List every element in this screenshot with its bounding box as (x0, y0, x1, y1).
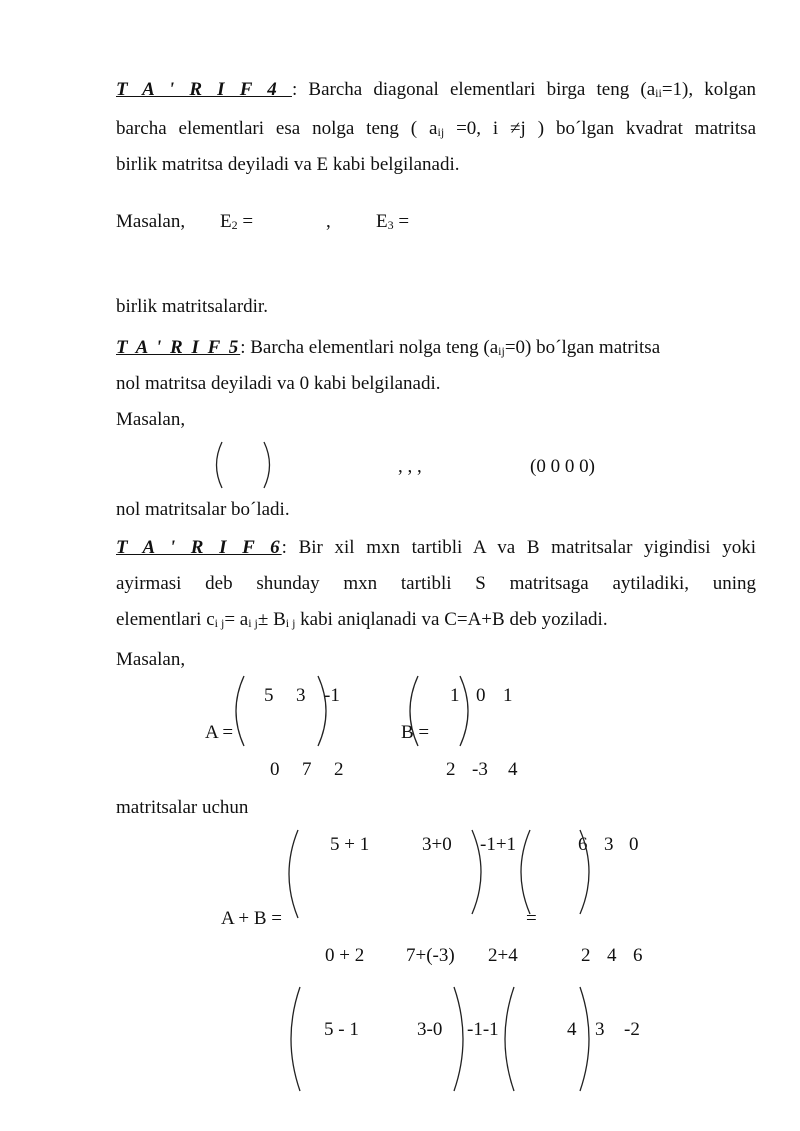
diff-result-left-bracket (494, 985, 516, 1093)
zero-matrix-left-bracket (208, 440, 224, 490)
sum-res-r1c3: 0 (629, 834, 639, 855)
def6-line3-end: kabi aniqlanadi va C=A+B deb yoziladi. (295, 609, 608, 630)
def4-line3: birlik matritsa deyiladi va E kabi belgilanadi. (116, 154, 460, 175)
sum-result-right-bracket (578, 828, 600, 916)
def5-line1-end: =0) bo´lgan matritsa (504, 337, 661, 358)
matrix-a-r1c1: 5 (264, 685, 274, 706)
zero-matrix-right-bracket (262, 440, 278, 490)
e3-equals: = (393, 211, 410, 232)
def6-line2: ayirmasi deb shunday mxn tartibli S matritsaga aytiladiki, uning (116, 573, 756, 594)
def6-masalan: Masalan, (116, 649, 186, 670)
e3-subscript: 3 (387, 218, 394, 232)
def5-line1-text: : Barcha elementlari nolga teng (a (240, 337, 499, 358)
e3-label (376, 212, 409, 231)
matrix-a-r2c3: 2 (334, 759, 344, 780)
sum-r1c1: 5 + 1 (330, 834, 370, 855)
def4-line2-end: =0, i ≠j ) bo´lgan kvadrat matritsa (444, 118, 757, 139)
matrix-a-r2c2: 7 (302, 759, 312, 780)
def6-sub-c: i j (214, 616, 225, 630)
def4-line2 (116, 119, 756, 138)
e2-equals: = (237, 211, 254, 232)
e3-letter: E (376, 211, 388, 232)
def6-line3 (116, 610, 608, 629)
sum-res-r1c1: 6 (578, 834, 588, 855)
matrix-a-r1c2: 3 (296, 685, 306, 706)
sum-res-r2c3: 6 (633, 945, 643, 966)
sum-res-r2c2: 4 (607, 945, 617, 966)
def5-term: T A ' R I F 5 (116, 337, 241, 358)
matrix-b-r2c1: 2 (446, 759, 456, 780)
def6-line1-text: : Bir xil mxn tartibli A va B matritsalar yigindisi yoki (281, 537, 757, 558)
def6-line3-pm: ± B (257, 609, 286, 630)
def6-sub-a: i j (248, 616, 258, 630)
matrix-b-r2c2: -3 (472, 759, 488, 780)
diff-left-bracket (280, 985, 302, 1093)
diff-r1c3: -1-1 (467, 1019, 499, 1040)
def4-line2-text: barcha elementlari esa nolga teng ( a (116, 118, 438, 139)
def6-line1 (116, 538, 756, 557)
sum-r1c3: -1+1 (480, 834, 517, 855)
e2-subscript: 2 (231, 218, 238, 232)
matrix-b-right-bracket (458, 674, 478, 748)
diff-r1c2: 3-0 (417, 1019, 443, 1040)
sum-right-bracket (470, 828, 492, 916)
def4-line1-end: =1), kolgan (661, 79, 757, 100)
example1-comma: , (326, 211, 331, 232)
zero-row-vector: (0 0 0 0) (530, 456, 595, 477)
def5-commas: , , , (398, 456, 422, 477)
matrix-b-r1c3: 1 (503, 685, 513, 706)
def4-term: T A ' R I F 4 (116, 79, 292, 100)
def4-line2-subscript: ij (437, 125, 445, 139)
diff-res-r1c1: 4 (567, 1019, 577, 1040)
sum-result-left-bracket (510, 828, 532, 916)
matrix-b-r1c1: 1 (450, 685, 460, 706)
matrix-a-right-bracket (316, 674, 336, 748)
matritsalar-uchun: matritsalar uchun (116, 797, 249, 818)
matrix-a-r2c1: 0 (270, 759, 280, 780)
matrix-a-left-bracket (226, 674, 246, 748)
diff-r1c1: 5 - 1 (324, 1019, 359, 1040)
matrix-b-label: B = (401, 722, 430, 743)
def6-term: T A ' R I F 6 (116, 537, 282, 558)
def5-masalan: Masalan, (116, 409, 186, 430)
def5-subscript: ij (498, 344, 505, 358)
def6-line3-text: elementlari c (116, 609, 215, 630)
def4-line1 (116, 80, 756, 99)
sum-r2c1: 0 + 2 (325, 945, 365, 966)
example1-after: birlik matritsalardir. (116, 296, 268, 317)
def6-sub-b: i j (285, 616, 296, 630)
sum-res-r1c2: 3 (604, 834, 614, 855)
matrix-b-r1c2: 0 (476, 685, 486, 706)
def5-after: nol matritsalar bo´ladi. (116, 499, 290, 520)
sum-r2c3: 2+4 (488, 945, 518, 966)
sum-left-bracket (278, 828, 300, 920)
example1-masalan: Masalan, (116, 211, 186, 232)
def4-line1-text: : Barcha diagonal elementlari birga teng (a (291, 79, 656, 100)
matrix-a-label: A = (205, 722, 234, 743)
diff-right-bracket (452, 985, 474, 1093)
matrix-b-r2c3: 4 (508, 759, 518, 780)
def4-subscript: ii (655, 86, 662, 100)
diff-res-r1c2: 3 (595, 1019, 605, 1040)
sum-label: A + B = (221, 908, 283, 929)
matrix-a-r1c3: -1 (324, 685, 340, 706)
sum-r1c2: 3+0 (422, 834, 452, 855)
def5-line1 (116, 338, 756, 357)
diff-res-r1c3: -2 (624, 1019, 640, 1040)
sum-equals: = (526, 908, 537, 929)
sum-res-r2c1: 2 (581, 945, 591, 966)
e2-label (220, 212, 253, 231)
sum-r2c2: 7+(-3) (406, 945, 455, 966)
def5-line2: nol matritsa deyiladi va 0 kabi belgilanadi. (116, 373, 441, 394)
e2-letter: E (220, 211, 232, 232)
def6-line3-eq: = a (224, 609, 249, 630)
